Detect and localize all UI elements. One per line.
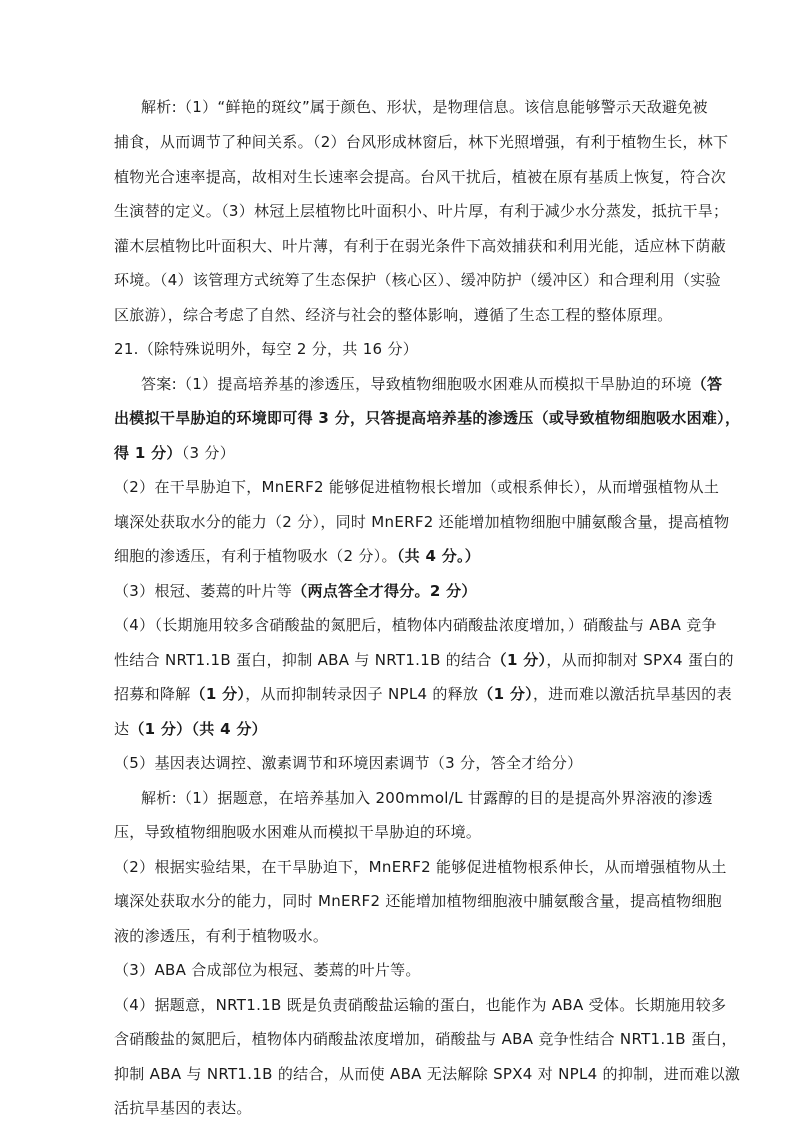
explanation20-line-1: 解析:（1）“鲜艳的斑纹”属于颜色、形状，是物理信息。该信息能够警示天敌避免被 [141, 98, 708, 116]
answer-3-line [114, 581, 477, 601]
answer-1-line-1 [141, 374, 722, 394]
answer-4-score-3: （1 分） [478, 685, 533, 703]
answer-4-text-d: ，从而抑制转录因子 NPL4 的释放 [245, 685, 479, 703]
explanation20-line-7: 区旅游），综合考虑了自然、经济与社会的整体影响，遵循了生态工程的整体原理。 [114, 306, 673, 324]
explanation21-line-8: 含硝酸盐的氮肥后，植物体内硝酸盐浓度增加，硝酸盐与 ABA 竞争性结合 NRT1.1B 蛋白， [114, 1030, 737, 1048]
answer-1-line-2: 出模拟干旱胁迫的环境即可得 3 分，只答提高培养基的渗透压（或导致植物细胞吸水困难）， [114, 409, 741, 427]
answer-2-line-1: （2）在干旱胁迫下，MnERF2 能够促进植物根长增加（或根系伸长），从而增强植物从土 [114, 478, 720, 496]
answer-2-text: 细胞的渗透压，有利于植物吸水（2 分）。 [114, 547, 397, 565]
answer-4-score-1: （1 分） [491, 651, 547, 669]
answer-4-text-c: 招募和降解 [114, 685, 191, 703]
explanation20-line-6: 环境。（4）该管理方式统筹了生态保护（核心区）、缓冲防护（缓冲区）和合理利用（实验 [114, 271, 721, 289]
explanation20-line-4: 生演替的定义。（3）林冠上层植物比叶面积小、叶片厚，有利于减少水分蒸发，抵抗干旱； [114, 202, 729, 220]
answer-1-score: 得 1 分） [114, 444, 182, 462]
answer-4-line-3 [114, 684, 732, 704]
answer-3-score: （两点答全才得分。2 分） [292, 582, 477, 600]
answer-4-text-e: ，进而难以激活抗旱基因的表 [532, 685, 732, 703]
answer-4-text-a: 性结合 NRT1.1B 蛋白，抑制 ABA 与 NRT1.1B 的结合 [114, 651, 492, 669]
explanation20-line-2: 捕食，从而调节了种间关系。（2）台风形成林窗后，林下光照增强，有利于植物生长，林下 [114, 133, 729, 151]
explanation21-line-4: 壤深处获取水分的能力，同时 MnERF2 还能增加植物细胞液中脯氨酸含量，提高植物细胞 [114, 892, 722, 910]
explanation20-line-5: 灌木层植物比叶面积大、叶片薄，有利于在弱光条件下高效捕获和利用光能，适应林下荫蔽 [114, 237, 727, 255]
answer-4-text-f: 达 [114, 720, 130, 738]
answer-4-line-1: （4）（长期施用较多含硝酸盐的氮肥后，植物体内硝酸盐浓度增加，）硝酸盐与 ABA 竞争 [114, 616, 717, 634]
answer-1-text: 答案:（1）提高培养基的渗透压，导致植物细胞吸水困难从而模拟干旱胁迫的环境 [141, 375, 692, 393]
explanation21-line-2: 压，导致植物细胞吸水困难从而模拟干旱胁迫的环境。 [114, 823, 482, 841]
answer-4-line-4 [114, 719, 267, 739]
answer-1-scoring-note: （答 [691, 375, 723, 393]
answer-1-line-3 [114, 443, 235, 463]
answer-2-line-2: 壤深处获取水分的能力（2 分），同时 MnERF2 还能增加植物细胞中脯氨酸含量，提高植物 [114, 513, 730, 531]
answer-4-text-b: ，从而抑制对 SPX4 蛋白的 [546, 651, 734, 669]
answer-4-line-2 [114, 650, 734, 670]
explanation21-line-3: （2）根据实验结果，在干旱胁迫下，MnERF2 能够促进植物根系伸长，从而增强植物从土 [114, 858, 727, 876]
explanation21-line-10: 活抗旱基因的表达。 [114, 1099, 252, 1117]
explanation21-line-7: （4）据题意，NRT1.1B 既是负责硝酸盐运输的蛋白，也能作为 ABA 受体。长期施用较多 [114, 996, 727, 1014]
question-21-header: 21.（除特殊说明外，每空 2 分，共 16 分） [114, 340, 419, 358]
answer-4-score-total: （1 分）（共 4 分） [129, 720, 267, 738]
explanation21-line-1: 解析:（1）据题意，在培养基加入 200mmol/L 甘露醇的目的是提高外界溶液的渗透 [141, 789, 713, 807]
explanation21-line-9: 抑制 ABA 与 NRT1.1B 的结合，从而使 ABA 无法解除 SPX4 对 NPL4 的抑制，进而难以激 [114, 1065, 741, 1083]
explanation20-line-3: 植物光合速率提高，故相对生长速率会提高。台风干扰后，植被在原有基质上恢复，符合次 [114, 168, 727, 186]
answer-4-score-2: （1 分） [190, 685, 246, 703]
explanation21-line-6: （3）ABA 合成部位为根冠、萎蔫的叶片等。 [114, 961, 421, 979]
answer-3-text: （3）根冠、萎蔫的叶片等 [114, 582, 293, 600]
answer-2-line-3 [114, 546, 480, 566]
answer-2-total: （共 4 分。） [396, 547, 481, 565]
answer-1-total: （3 分） [181, 444, 235, 462]
answer-5-line: （5）基因表达调控、激素调节和环境因素调节（3 分，答全才给分） [114, 754, 583, 772]
explanation21-line-5: 液的渗透压，有利于植物吸水。 [114, 927, 329, 945]
